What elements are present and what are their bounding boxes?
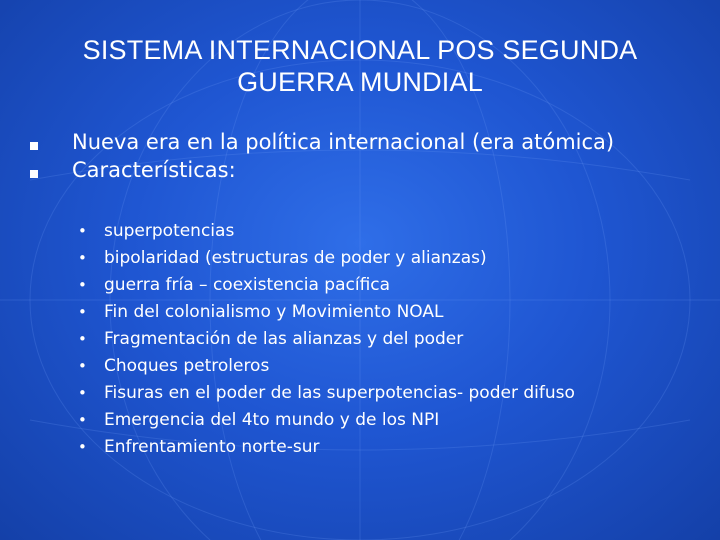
- dot-bullet-icon: •: [78, 357, 87, 375]
- sub-bullet-item: [76, 434, 696, 461]
- sub-bullet-item: [76, 245, 696, 272]
- sub-bullet-list: [76, 218, 696, 461]
- dot-bullet-icon: •: [78, 330, 87, 348]
- sub-bullet-text: Choques petroleros: [104, 356, 270, 376]
- sub-bullet-item: [76, 299, 696, 326]
- sub-bullet-text: Fragmentación de las alianzas y del poder: [104, 329, 464, 349]
- dot-bullet-icon: •: [78, 222, 87, 240]
- sub-bullet-text: Fin del colonialismo y Movimiento NOAL: [104, 302, 444, 322]
- square-bullet-icon: [30, 170, 38, 178]
- dot-bullet-icon: •: [78, 276, 87, 294]
- sub-bullet-text: superpotencias: [104, 221, 235, 241]
- dot-bullet-icon: •: [78, 438, 87, 456]
- sub-bullet-item: [76, 218, 696, 245]
- dot-bullet-icon: •: [78, 249, 87, 267]
- sub-bullet-text: Enfrentamiento norte-sur: [104, 437, 320, 457]
- sub-bullet-text: Fisuras en el poder de las superpotencias- poder difuso: [104, 383, 575, 403]
- dot-bullet-icon: •: [78, 303, 87, 321]
- main-bullet-item: [28, 158, 688, 182]
- square-bullet-icon: [30, 142, 38, 150]
- main-bullet-list: [28, 130, 688, 182]
- main-bullet-text: Nueva era en la política internacional (era atómica): [72, 130, 615, 154]
- sub-bullet-text: Emergencia del 4to mundo y de los NPI: [104, 410, 440, 430]
- sub-bullet-item: [76, 326, 696, 353]
- main-bullet-item: [28, 130, 688, 154]
- dot-bullet-icon: •: [78, 411, 87, 429]
- slide-title: SISTEMA INTERNACIONAL POS SEGUNDA GUERRA MUNDIAL: [82, 35, 638, 97]
- sub-bullet-text: bipolaridad (estructuras de poder y alianzas): [104, 248, 487, 268]
- sub-bullet-item: [76, 407, 696, 434]
- sub-bullet-item: [76, 353, 696, 380]
- sub-bullet-item: [76, 380, 696, 407]
- sub-bullet-item: [76, 272, 696, 299]
- dot-bullet-icon: •: [78, 384, 87, 402]
- sub-bullet-text: guerra fría – coexistencia pacífica: [104, 275, 391, 295]
- main-bullet-text: Características:: [72, 158, 236, 182]
